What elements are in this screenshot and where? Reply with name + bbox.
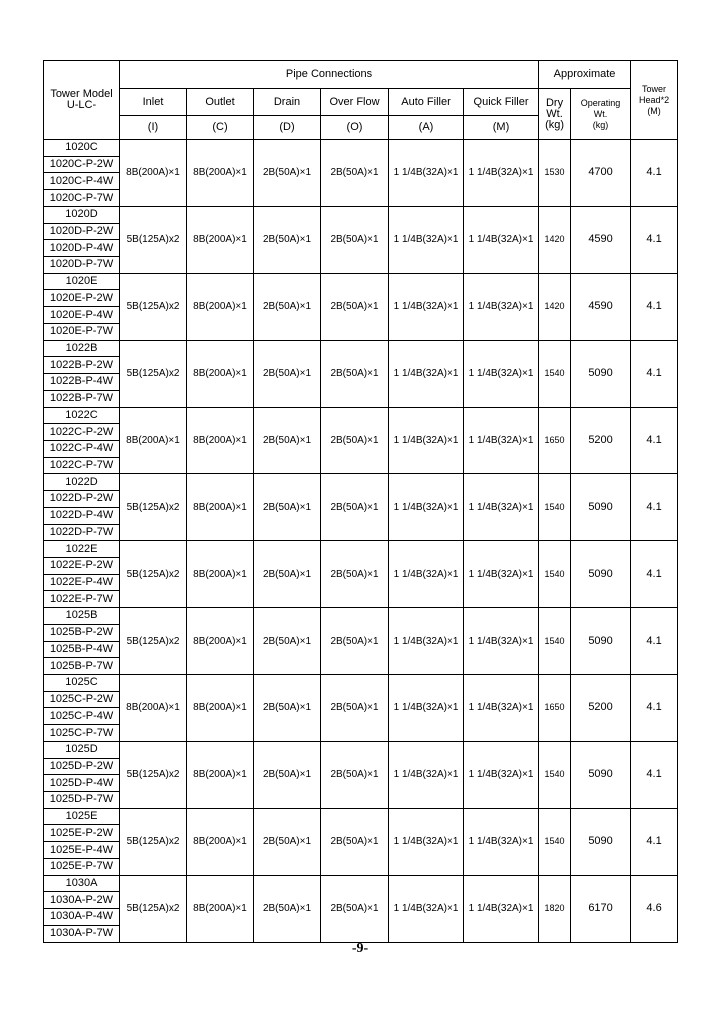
operating-weight-cell: 6170: [571, 875, 631, 942]
quick-filler-cell: 1 1/4B(32A)×1: [464, 206, 539, 273]
table-row: [44, 808, 678, 825]
over-flow-cell: 2B(50A)×1: [321, 340, 389, 407]
drain-cell: 2B(50A)×1: [254, 407, 321, 474]
operating-weight-cell: 5090: [571, 741, 631, 808]
auto-filler-cell: 1 1/4B(32A)×1: [389, 407, 464, 474]
operating-weight-cell: 5200: [571, 407, 631, 474]
model-cell: 1020C-P-4W: [44, 173, 120, 190]
model-cell: 1025C: [44, 675, 120, 692]
outlet-cell: 8B(200A)×1: [187, 206, 254, 273]
table-row: [44, 608, 678, 625]
model-cell: 1022D-P-2W: [44, 491, 120, 508]
auto-filler-cell: 1 1/4B(32A)×1: [389, 273, 464, 340]
outlet-cell: 8B(200A)×1: [187, 741, 254, 808]
header-outlet: Outlet: [187, 89, 254, 116]
table-body: [44, 140, 678, 943]
model-cell: 1022B-P-4W: [44, 374, 120, 391]
model-cell: 1022D-P-7W: [44, 524, 120, 541]
model-cell: 1025B-P-7W: [44, 658, 120, 675]
inlet-cell: 5B(125A)x2: [120, 474, 187, 541]
auto-filler-cell: 1 1/4B(32A)×1: [389, 675, 464, 742]
dry-weight-cell: 1820: [539, 875, 571, 942]
table-row: [44, 140, 678, 157]
dry-weight-cell: 1540: [539, 808, 571, 875]
table-row: [44, 474, 678, 491]
model-cell: 1022E-P-7W: [44, 591, 120, 608]
tower-head-cell: 4.1: [631, 474, 678, 541]
header-pipe-connections: Pipe Connections: [120, 61, 539, 89]
dry-weight-cell: 1420: [539, 206, 571, 273]
model-cell: 1022E: [44, 541, 120, 558]
model-cell: 1020D-P-4W: [44, 240, 120, 257]
over-flow-cell: 2B(50A)×1: [321, 407, 389, 474]
operating-weight-cell: 4590: [571, 206, 631, 273]
inlet-cell: 8B(200A)×1: [120, 407, 187, 474]
model-cell: 1020C-P-7W: [44, 190, 120, 207]
quick-filler-cell: 1 1/4B(32A)×1: [464, 741, 539, 808]
auto-filler-cell: 1 1/4B(32A)×1: [389, 474, 464, 541]
tower-head-cell: 4.1: [631, 608, 678, 675]
operating-weight-cell: 5200: [571, 675, 631, 742]
tower-head-cell: 4.1: [631, 340, 678, 407]
quick-filler-cell: 1 1/4B(32A)×1: [464, 407, 539, 474]
quick-filler-cell: 1 1/4B(32A)×1: [464, 675, 539, 742]
drain-cell: 2B(50A)×1: [254, 273, 321, 340]
header-code-i: (I): [120, 116, 187, 140]
tower-head-cell: 4.1: [631, 541, 678, 608]
over-flow-cell: 2B(50A)×1: [321, 474, 389, 541]
dry-weight-cell: 1530: [539, 140, 571, 207]
model-cell: 1025D-P-7W: [44, 792, 120, 809]
model-cell: 1025D-P-2W: [44, 758, 120, 775]
drain-cell: 2B(50A)×1: [254, 675, 321, 742]
model-cell: 1022D: [44, 474, 120, 491]
header-drain: Drain: [254, 89, 321, 116]
model-cell: 1020E-P-2W: [44, 290, 120, 307]
inlet-cell: 5B(125A)x2: [120, 741, 187, 808]
operating-weight-cell: 5090: [571, 474, 631, 541]
header-code-d: (D): [254, 116, 321, 140]
outlet-cell: 8B(200A)×1: [187, 474, 254, 541]
model-cell: 1025D-P-4W: [44, 775, 120, 792]
outlet-cell: 8B(200A)×1: [187, 340, 254, 407]
model-cell: 1025E-P-4W: [44, 842, 120, 859]
model-cell: 1030A-P-4W: [44, 909, 120, 926]
model-cell: 1030A-P-7W: [44, 925, 120, 942]
inlet-cell: 5B(125A)x2: [120, 206, 187, 273]
drain-cell: 2B(50A)×1: [254, 206, 321, 273]
table-row: [44, 675, 678, 692]
table-header: [44, 61, 678, 140]
model-cell: 1022C-P-4W: [44, 440, 120, 457]
quick-filler-cell: 1 1/4B(32A)×1: [464, 608, 539, 675]
auto-filler-cell: 1 1/4B(32A)×1: [389, 206, 464, 273]
auto-filler-cell: 1 1/4B(32A)×1: [389, 741, 464, 808]
model-cell: 1022C-P-2W: [44, 424, 120, 441]
header-code-c: (C): [187, 116, 254, 140]
tower-head-cell: 4.1: [631, 407, 678, 474]
header-over-flow: Over Flow: [321, 89, 389, 116]
quick-filler-cell: 1 1/4B(32A)×1: [464, 340, 539, 407]
page-number: -9-: [351, 941, 369, 956]
quick-filler-cell: 1 1/4B(32A)×1: [464, 474, 539, 541]
quick-filler-cell: 1 1/4B(32A)×1: [464, 875, 539, 942]
model-cell: 1022B-P-7W: [44, 390, 120, 407]
quick-filler-cell: 1 1/4B(32A)×1: [464, 808, 539, 875]
drain-cell: 2B(50A)×1: [254, 140, 321, 207]
model-cell: 1025B-P-2W: [44, 624, 120, 641]
model-cell: 1020E: [44, 273, 120, 290]
model-cell: 1025D: [44, 741, 120, 758]
table-row: [44, 541, 678, 558]
model-cell: 1025E-P-2W: [44, 825, 120, 842]
over-flow-cell: 2B(50A)×1: [321, 675, 389, 742]
table-row: [44, 741, 678, 758]
table-row: [44, 273, 678, 290]
outlet-cell: 8B(200A)×1: [187, 808, 254, 875]
dry-weight-cell: 1540: [539, 340, 571, 407]
model-cell: 1020E-P-4W: [44, 307, 120, 324]
inlet-cell: 5B(125A)x2: [120, 608, 187, 675]
model-cell: 1022C: [44, 407, 120, 424]
tower-head-cell: 4.6: [631, 875, 678, 942]
table-row: [44, 206, 678, 223]
tower-head-cell: 4.1: [631, 206, 678, 273]
quick-filler-cell: 1 1/4B(32A)×1: [464, 273, 539, 340]
model-cell: 1022B: [44, 340, 120, 357]
table-row: [44, 407, 678, 424]
model-cell: 1022D-P-4W: [44, 507, 120, 524]
operating-weight-cell: 5090: [571, 608, 631, 675]
header-operating-wt: Operating Wt. (kg): [571, 89, 631, 140]
auto-filler-cell: 1 1/4B(32A)×1: [389, 808, 464, 875]
tower-head-cell: 4.1: [631, 675, 678, 742]
model-cell: 1022C-P-7W: [44, 457, 120, 474]
model-cell: 1022E-P-2W: [44, 557, 120, 574]
inlet-cell: 5B(125A)x2: [120, 340, 187, 407]
inlet-cell: 8B(200A)×1: [120, 140, 187, 207]
inlet-cell: 5B(125A)x2: [120, 875, 187, 942]
model-cell: 1025C-P-4W: [44, 708, 120, 725]
outlet-cell: 8B(200A)×1: [187, 140, 254, 207]
model-cell: 1025B: [44, 608, 120, 625]
drain-cell: 2B(50A)×1: [254, 474, 321, 541]
header-dry-wt: Dry Wt. (kg): [539, 89, 571, 140]
operating-weight-cell: 5090: [571, 541, 631, 608]
drain-cell: 2B(50A)×1: [254, 808, 321, 875]
dry-weight-cell: 1420: [539, 273, 571, 340]
inlet-cell: 5B(125A)x2: [120, 273, 187, 340]
tower-spec-table: [43, 60, 678, 943]
model-cell: 1025E-P-7W: [44, 858, 120, 875]
header-code-m: (M): [464, 116, 539, 140]
auto-filler-cell: 1 1/4B(32A)×1: [389, 541, 464, 608]
outlet-cell: 8B(200A)×1: [187, 608, 254, 675]
tower-head-cell: 4.1: [631, 273, 678, 340]
tower-head-cell: 4.1: [631, 140, 678, 207]
operating-weight-cell: 5090: [571, 808, 631, 875]
operating-weight-cell: 4700: [571, 140, 631, 207]
header-auto-filler: Auto Filler: [389, 89, 464, 116]
outlet-cell: 8B(200A)×1: [187, 675, 254, 742]
model-cell: 1020C: [44, 140, 120, 157]
outlet-cell: 8B(200A)×1: [187, 875, 254, 942]
over-flow-cell: 2B(50A)×1: [321, 808, 389, 875]
model-cell: 1020D-P-2W: [44, 223, 120, 240]
dry-weight-cell: 1540: [539, 541, 571, 608]
quick-filler-cell: 1 1/4B(32A)×1: [464, 541, 539, 608]
over-flow-cell: 2B(50A)×1: [321, 140, 389, 207]
over-flow-cell: 2B(50A)×1: [321, 541, 389, 608]
outlet-cell: 8B(200A)×1: [187, 541, 254, 608]
model-cell: 1025E: [44, 808, 120, 825]
over-flow-cell: 2B(50A)×1: [321, 273, 389, 340]
inlet-cell: 8B(200A)×1: [120, 675, 187, 742]
dry-weight-cell: 1540: [539, 608, 571, 675]
dry-weight-cell: 1650: [539, 407, 571, 474]
inlet-cell: 5B(125A)x2: [120, 808, 187, 875]
auto-filler-cell: 1 1/4B(32A)×1: [389, 608, 464, 675]
header-tower-head: Tower Head*2 (M): [631, 61, 678, 140]
drain-cell: 2B(50A)×1: [254, 875, 321, 942]
auto-filler-cell: 1 1/4B(32A)×1: [389, 875, 464, 942]
over-flow-cell: 2B(50A)×1: [321, 741, 389, 808]
drain-cell: 2B(50A)×1: [254, 541, 321, 608]
auto-filler-cell: 1 1/4B(32A)×1: [389, 340, 464, 407]
header-tower-model: Tower Model U-LC-: [44, 61, 120, 140]
inlet-cell: 5B(125A)x2: [120, 541, 187, 608]
header-code-o: (O): [321, 116, 389, 140]
dry-weight-cell: 1650: [539, 675, 571, 742]
model-cell: 1020C-P-2W: [44, 156, 120, 173]
model-cell: 1022B-P-2W: [44, 357, 120, 374]
over-flow-cell: 2B(50A)×1: [321, 206, 389, 273]
dry-weight-cell: 1540: [539, 474, 571, 541]
model-cell: 1030A-P-2W: [44, 892, 120, 909]
outlet-cell: 8B(200A)×1: [187, 407, 254, 474]
over-flow-cell: 2B(50A)×1: [321, 608, 389, 675]
tower-head-cell: 4.1: [631, 741, 678, 808]
quick-filler-cell: 1 1/4B(32A)×1: [464, 140, 539, 207]
outlet-cell: 8B(200A)×1: [187, 273, 254, 340]
table-row: [44, 875, 678, 892]
model-cell: 1020D: [44, 206, 120, 223]
model-cell: 1025C-P-2W: [44, 691, 120, 708]
drain-cell: 2B(50A)×1: [254, 741, 321, 808]
model-cell: 1025B-P-4W: [44, 641, 120, 658]
operating-weight-cell: 4590: [571, 273, 631, 340]
model-cell: 1025C-P-7W: [44, 725, 120, 742]
header-code-a: (A): [389, 116, 464, 140]
model-cell: 1030A: [44, 875, 120, 892]
auto-filler-cell: 1 1/4B(32A)×1: [389, 140, 464, 207]
drain-cell: 2B(50A)×1: [254, 608, 321, 675]
drain-cell: 2B(50A)×1: [254, 340, 321, 407]
tower-head-cell: 4.1: [631, 808, 678, 875]
header-inlet: Inlet: [120, 89, 187, 116]
model-cell: 1020D-P-7W: [44, 257, 120, 274]
over-flow-cell: 2B(50A)×1: [321, 875, 389, 942]
header-approximate: Approximate: [539, 61, 631, 89]
model-cell: 1022E-P-4W: [44, 574, 120, 591]
model-cell: 1020E-P-7W: [44, 323, 120, 340]
dry-weight-cell: 1540: [539, 741, 571, 808]
operating-weight-cell: 5090: [571, 340, 631, 407]
header-quick-filler: Quick Filler: [464, 89, 539, 116]
table-row: [44, 340, 678, 357]
